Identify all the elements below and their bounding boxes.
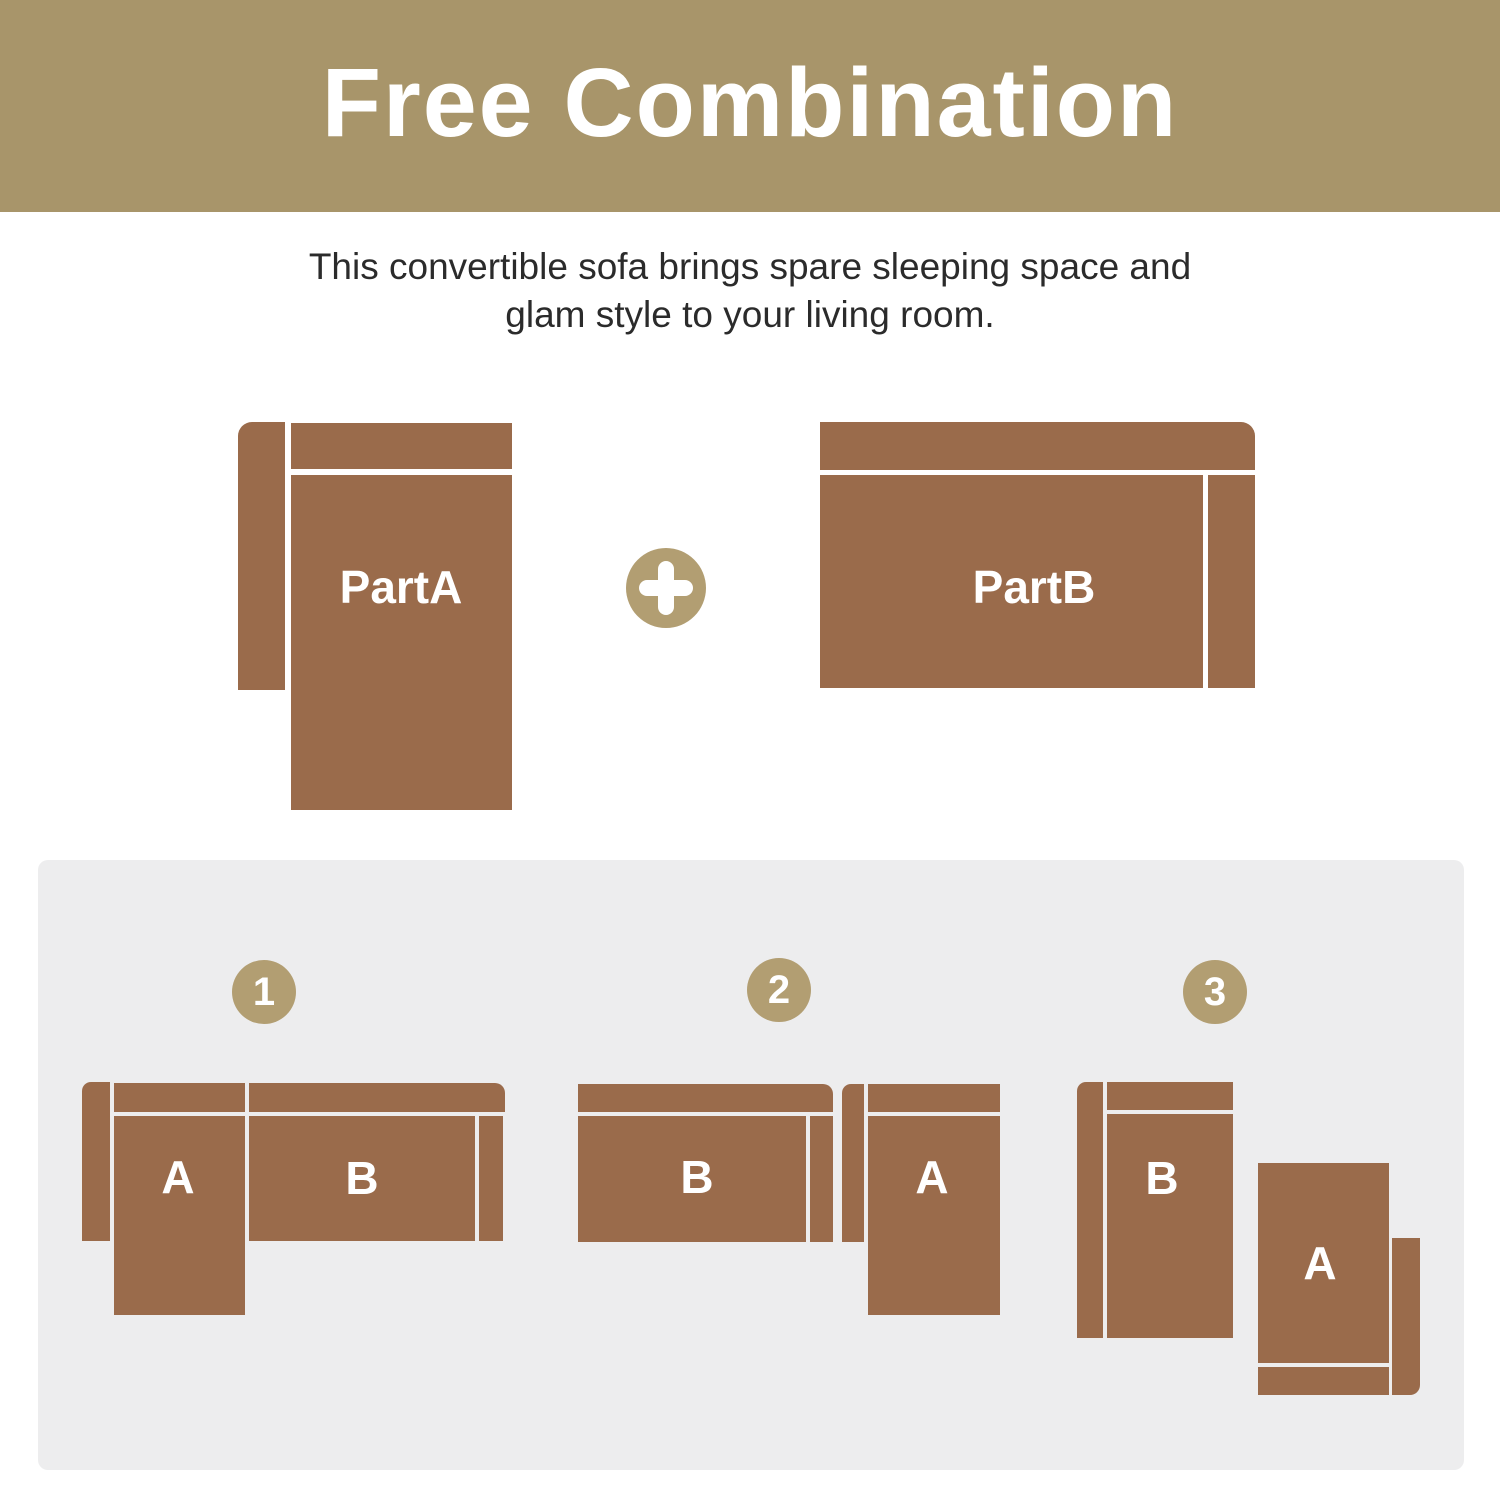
page-title: Free Combination bbox=[321, 48, 1179, 157]
combo-3-a-label: A bbox=[1303, 1237, 1337, 1289]
part-a-backrest bbox=[238, 422, 285, 690]
combo-1-badge bbox=[232, 960, 296, 1024]
combo-3-b-seat bbox=[1107, 1114, 1233, 1338]
combo-2-b-top-strip bbox=[578, 1084, 833, 1112]
combo-2-b-armrest bbox=[810, 1116, 833, 1242]
combo-3-a-bottom-strip bbox=[1258, 1367, 1389, 1395]
combo-2-b-label: B bbox=[680, 1151, 714, 1203]
combo-2-a-label: A bbox=[915, 1151, 949, 1203]
plus-icon bbox=[626, 548, 706, 628]
combo-2-a-chaise bbox=[868, 1116, 1000, 1315]
combo-2-badge bbox=[747, 958, 811, 1022]
combo-3-a-backrest bbox=[1392, 1238, 1420, 1395]
combo-3-b-label: B bbox=[1145, 1152, 1179, 1204]
part-b-backrest bbox=[820, 422, 1255, 470]
intro-line-2: glam style to your living room. bbox=[505, 294, 995, 335]
part-b-armrest bbox=[1208, 475, 1255, 688]
combo-1-b-armrest bbox=[479, 1116, 503, 1241]
combo-1-b-top-strip bbox=[249, 1083, 505, 1112]
part-a-label: PartA bbox=[339, 561, 463, 613]
combo-1-a-backrest bbox=[82, 1082, 110, 1241]
plus-icon-vertical-bar bbox=[658, 561, 674, 615]
combo-2-number: 2 bbox=[767, 967, 791, 1012]
combo-1-b-label: B bbox=[345, 1152, 379, 1204]
combo-1-a-chaise bbox=[114, 1116, 245, 1315]
intro-line-1: This convertible sofa brings spare sleeping space and bbox=[308, 246, 1192, 287]
combo-3-b-backrest bbox=[1077, 1082, 1103, 1338]
part-a-armrest bbox=[291, 423, 512, 469]
combo-2-a-backrest bbox=[842, 1084, 864, 1242]
combo-2-a-top-strip bbox=[868, 1084, 1000, 1112]
combo-1-number: 1 bbox=[252, 969, 276, 1014]
combo-1-a-top-strip bbox=[114, 1083, 245, 1112]
combo-3-number: 3 bbox=[1203, 969, 1227, 1014]
combo-3-badge bbox=[1183, 960, 1247, 1024]
combo-3-b-top-strip bbox=[1107, 1082, 1233, 1110]
part-a-seat bbox=[291, 475, 512, 810]
intro-text bbox=[0, 243, 1500, 339]
part-b-label: PartB bbox=[972, 561, 1096, 613]
combo-1-a-label: A bbox=[161, 1151, 195, 1203]
